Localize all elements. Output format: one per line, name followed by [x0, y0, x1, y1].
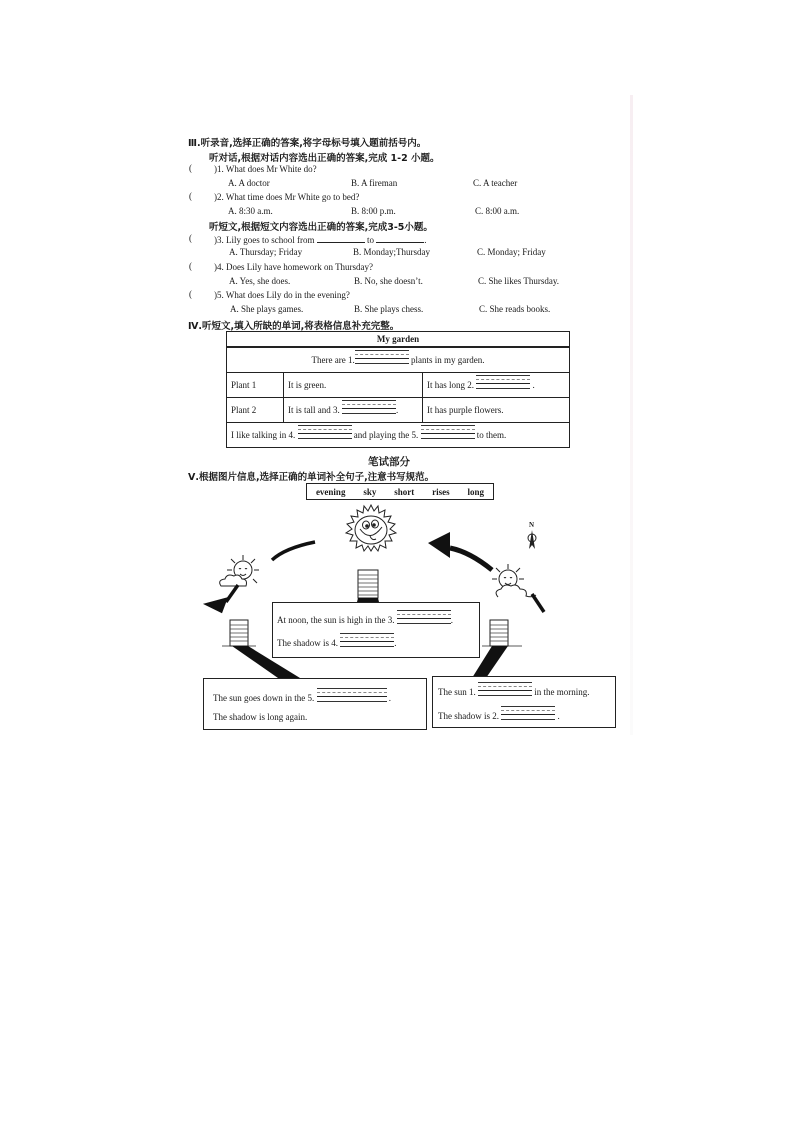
plant2-label: Plant 2 [227, 398, 284, 423]
word-rises: rises [432, 486, 450, 497]
q1-option-b: B. A fireman [351, 178, 398, 188]
garden-table [226, 331, 570, 448]
noon-line-2: The shadow is 4. . [277, 637, 397, 649]
blank-4[interactable] [298, 429, 352, 441]
word-sky: sky [363, 486, 377, 497]
question-5: )5. What does Lily do in the evening? [214, 290, 350, 300]
plant2-size: It is tall and 3. . [284, 398, 423, 423]
q3-blank-2[interactable] [376, 234, 424, 243]
question-3: )3. Lily goes to school from to . [214, 235, 427, 245]
section5-heading: Ⅴ.根据图片信息,选择正确的单词补全句子,注意书写规范。 [188, 472, 435, 483]
section3-part-b-instruction: 听短文,根据短文内容选出正确的答案,完成3-5小题。 [209, 222, 433, 233]
picture-blank-5[interactable] [317, 692, 387, 704]
evening-line-1: The sun goes down in the 5. . [213, 692, 391, 704]
q5-option-a: A. She plays games. [230, 304, 304, 314]
q4-option-c: C. She likes Thursday. [478, 276, 559, 286]
picture-blank-3[interactable] [397, 614, 451, 626]
q4-option-b: B. No, she doesn’t. [354, 276, 423, 286]
plant1-color: It is green. [284, 373, 423, 398]
q1-option-c: C. A teacher [473, 178, 518, 188]
morning-line-2: The shadow is 2. . [438, 710, 560, 722]
blank-3[interactable] [342, 404, 396, 416]
section3-heading: Ⅲ.听录音,选择正确的答案,将字母标号填入题前括号内。 [188, 138, 427, 149]
plant1-feature: It has long 2. . [423, 373, 570, 398]
section4-heading: Ⅳ.听短文,填入所缺的单词,将表格信息补充完整。 [188, 321, 400, 332]
written-part-title: 笔试部分 [368, 456, 410, 468]
blank-5[interactable] [421, 429, 475, 441]
answer-bracket-4[interactable]: ( [189, 261, 192, 271]
compass-label: N [529, 521, 535, 529]
picture-blank-1[interactable] [478, 686, 532, 698]
q3-option-b: B. Monday;Thursday [353, 247, 430, 257]
question-1: )1. What does Mr White do? [214, 164, 317, 174]
morning-line-1: The sun 1. in the morning. [438, 686, 590, 698]
word-long: long [467, 486, 485, 497]
q2-option-b: B. 8:00 p.m. [351, 206, 396, 216]
section3-part-a-instruction: 听对话,根据对话内容选出正确的答案,完成 1-2 小题。 [209, 153, 440, 164]
word-short: short [394, 486, 415, 497]
morning-text-box [432, 676, 616, 728]
q3-option-a: A. Thursday; Friday [229, 247, 303, 257]
picture-blank-2[interactable] [501, 710, 555, 722]
q5-option-c: C. She reads books. [479, 304, 551, 314]
garden-row-plants-count: There are 1. plants in my garden. [227, 347, 570, 373]
answer-bracket-2[interactable]: ( [189, 191, 192, 201]
plant1-label: Plant 1 [227, 373, 284, 398]
noon-text-box [272, 602, 480, 658]
question-2: )2. What time does Mr White go to bed? [214, 192, 360, 202]
q2-option-a: A. 8:30 a.m. [228, 206, 273, 216]
garden-row-activities: I like talking in 4. and playing the 5. to them. [227, 423, 570, 448]
answer-bracket-3[interactable]: ( [189, 233, 192, 243]
evening-line-2: The shadow is long again. [213, 712, 308, 722]
word-evening: evening [315, 486, 346, 497]
blank-1[interactable] [355, 354, 409, 366]
evening-text-box [203, 678, 427, 730]
noon-line-1: At noon, the sun is high in the 3. . [277, 614, 453, 626]
q1-option-a: A. A doctor [228, 178, 270, 188]
q3-option-c: C. Monday; Friday [477, 247, 546, 257]
word-bank [306, 483, 494, 500]
plant2-flowers: It has purple flowers. [423, 398, 570, 423]
q3-blank-1[interactable] [317, 234, 365, 243]
q2-option-c: C. 8:00 a.m. [475, 206, 520, 216]
q5-option-b: B. She plays chess. [354, 304, 424, 314]
blank-2[interactable] [476, 379, 530, 391]
noon-sun-icon [334, 503, 408, 555]
garden-table-title: My garden [227, 332, 570, 348]
answer-bracket-1[interactable]: ( [189, 163, 192, 173]
q4-option-a: A. Yes, she does. [229, 276, 291, 286]
answer-bracket-5[interactable]: ( [189, 289, 192, 299]
question-4: )4. Does Lily have homework on Thursday? [214, 262, 374, 272]
paper-edge [630, 95, 633, 735]
picture-blank-4[interactable] [340, 637, 394, 649]
